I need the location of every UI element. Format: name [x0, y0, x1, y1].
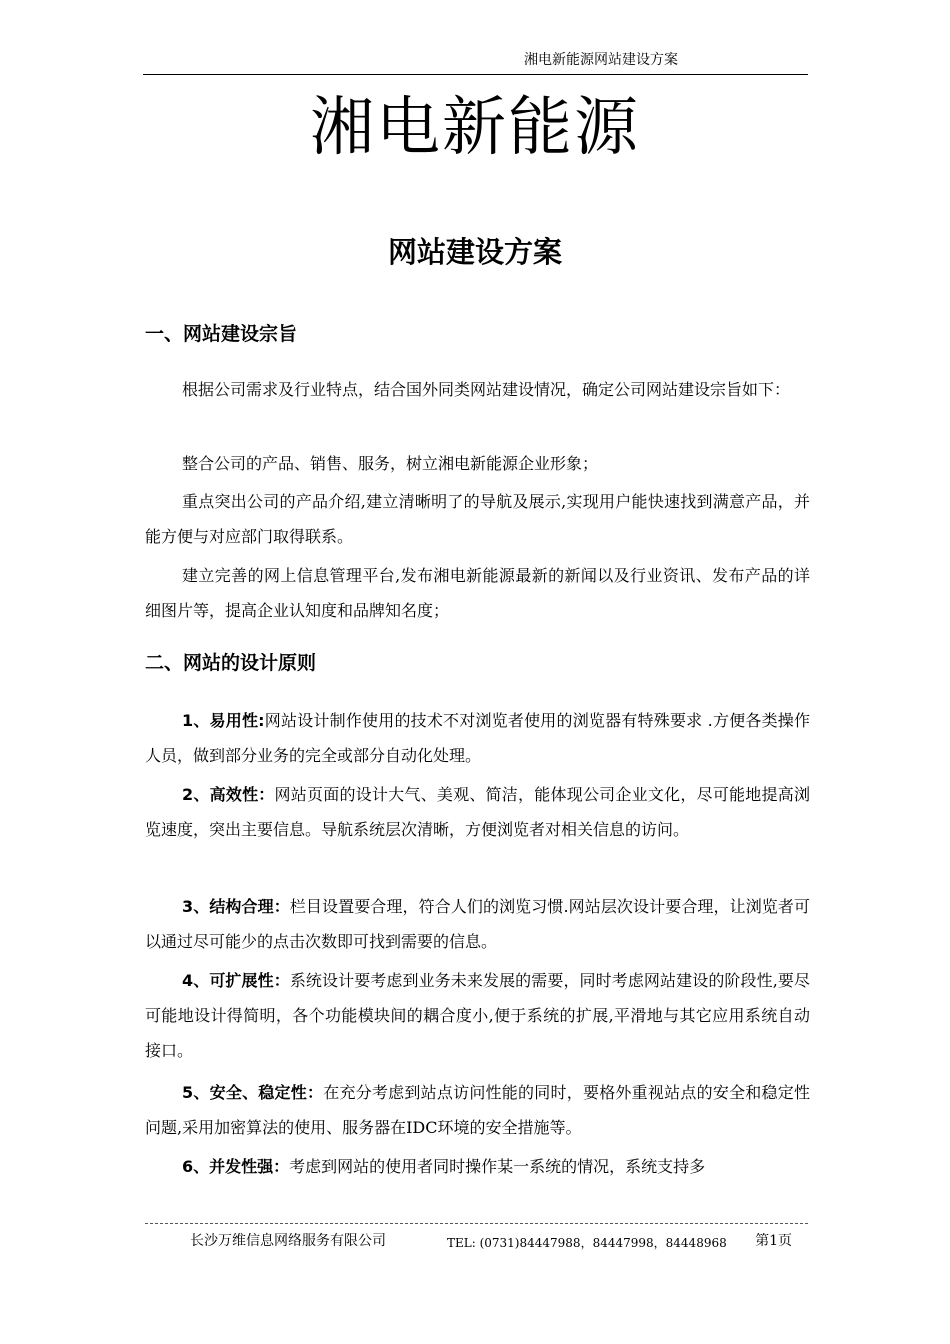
section-heading-purpose: 一、网站建设宗旨	[145, 323, 298, 345]
paragraph: 根据公司需求及行业特点，结合国外同类网站建设情况，确定公司网站建设宗旨如下：	[182, 380, 791, 399]
footer-page-number: 第1页	[755, 1233, 792, 1249]
page-footer	[145, 1232, 808, 1254]
principle-text: 网站页面的设计大气、美观、简洁，能体现公司企业文化，尽可能地提高浏览速度，突出主要信息。导航系统层次清晰，方便浏览者对相关信息的访问。	[145, 785, 810, 839]
principle-text: 系统设计要考虑到业务未来发展的需要，同时考虑网站建设的阶段性,要尽可能地设计得简明，各个功能模块间的耦合度小,便于系统的扩展,平滑地与其它应用系统自动接口。	[145, 971, 810, 1060]
paragraph: 建立完善的网上信息管理平台,发布湘电新能源最新的新闻以及行业资讯、发布产品的详细图片等，提高企业认知度和品牌知名度；	[145, 566, 810, 620]
principle-item	[145, 1075, 810, 1145]
paragraph: 整合公司的产品、销售、服务，树立湘电新能源企业形象；	[182, 454, 599, 473]
running-header-title: 湘电新能源网站建设方案	[524, 52, 678, 68]
principle-label: 5、安全、稳定性：	[182, 1083, 324, 1102]
principle-item	[145, 703, 810, 773]
principle-text: 考虑到网站的使用者同时操作某一系统的情况，系统支持多	[289, 1157, 706, 1176]
footer-company: 长沙万维信息网络服务有限公司	[190, 1233, 386, 1249]
document-title: 湘电新能源	[310, 91, 640, 165]
paragraph: 重点突出公司的产品介绍,建立清晰明了的导航及展示,实现用户能快速找到满意产品，并能方便与对应部门取得联系。	[145, 492, 810, 546]
principle-label: 1、易用性:	[182, 711, 265, 730]
principle-label: 3、结构合理：	[182, 897, 290, 916]
principle-label: 2、高效性：	[182, 785, 275, 804]
principle-text: 在充分考虑到站点访问性能的同时，要格外重视站点的安全和稳定性问题,采用加密算法的使用、服务器在IDC环境的安全措施等。	[145, 1083, 810, 1137]
principle-item	[145, 889, 810, 959]
footer-divider	[145, 1223, 808, 1224]
principle-label: 6、并发性强：	[182, 1157, 290, 1176]
principle-item	[145, 963, 810, 1068]
principle-text: 网站设计制作使用的技术不对浏览者使用的浏览器有特殊要求 .方便各类操作人员，做到部分业务的完全或部分自动化处理。	[145, 711, 810, 765]
principle-label: 4、可扩展性：	[182, 971, 290, 990]
principle-item	[145, 1149, 810, 1184]
section-heading-principles: 二、网站的设计原则	[145, 652, 317, 674]
document-subtitle: 网站建设方案	[387, 235, 562, 269]
running-header	[143, 52, 808, 75]
principle-item	[145, 777, 810, 847]
footer-telephone: TEL: (0731)84447988，84447998，84448968	[447, 1236, 727, 1250]
principle-text: 栏目设置要合理，符合人们的浏览习惯.网站层次设计要合理，让浏览者可以通过尽可能少的点击次数即可找到需要的信息。	[145, 897, 810, 951]
